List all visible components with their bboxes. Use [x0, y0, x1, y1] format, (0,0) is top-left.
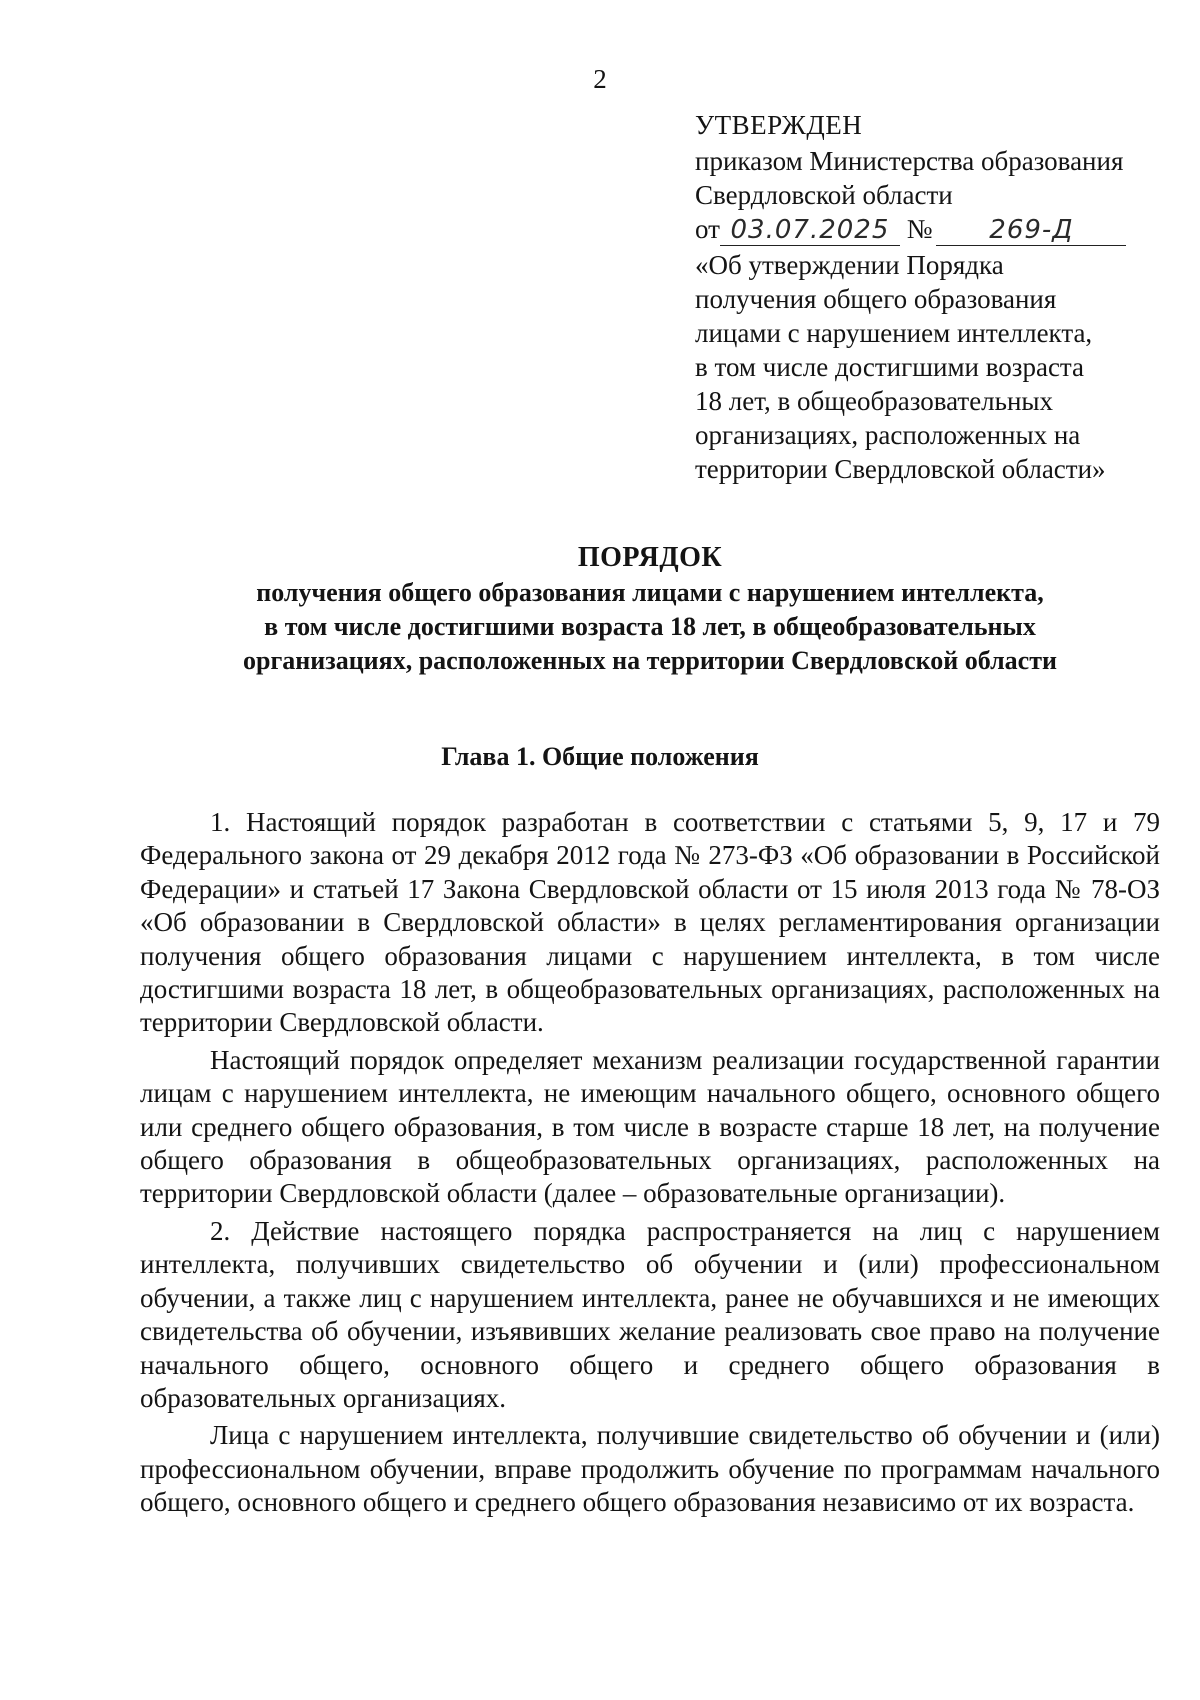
- approval-title-line: в том числе достигшими возраста: [695, 352, 1085, 382]
- paragraph: 1. Настоящий порядок разработан в соответствии с статьями 5, 9, 17 и 79 Федерального закона от 29 декабря 2012 года № 273-ФЗ «Об образовании в Российской Федерации» и статьей 17 Закона Свердловской области от 15 июля 2013 года № 78-ОЗ «Об образовании в Свердловской области» в целях регламентирования организации получения общего образования лицами с нарушением интеллекта, в том числе достигшими возраста 18 лет, в общеобразовательных организациях, расположенных на территории Свердловской области.: [140, 807, 1160, 1038]
- approved-heading: УТВЕРЖДЕН: [695, 110, 863, 140]
- approval-order-issuer: приказом Министерства образования: [695, 146, 1124, 176]
- document-body: [140, 806, 1160, 1524]
- handwritten-date: 03.07.2025: [720, 215, 900, 246]
- document-subtitle-line: организациях, расположенных на территории Свердловской области: [243, 646, 1057, 675]
- document-title: [130, 540, 1170, 678]
- paragraph: Лица с нарушением интеллекта, получившие свидетельство об обучении и (или) профессиональном обучении, вправе продолжить обучение по программам начального общего, основного общего и среднего общего образования независимо от их возраста.: [140, 1420, 1160, 1518]
- chapter-title: Глава 1. Общие положения: [441, 742, 759, 771]
- approval-title-line: получения общего образования: [695, 284, 1057, 314]
- approval-region: Свердловской области: [695, 180, 953, 210]
- approval-title-line: «Об утверждении Порядка: [695, 250, 1004, 280]
- approval-title-line: организациях, расположенных на: [695, 420, 1081, 450]
- number-prefix: №: [906, 214, 933, 244]
- page-number: 2: [593, 64, 607, 94]
- date-prefix: от: [695, 214, 720, 244]
- approval-title-line: 18 лет, в общеобразовательных: [695, 386, 1054, 416]
- order-date-number-line: [695, 212, 1175, 248]
- approval-title-line: территории Свердловской области»: [695, 454, 1106, 484]
- paragraph: Настоящий порядок определяет механизм реализации государственной гарантии лицам с нарушением интеллекта, не имеющим начального общего, основного общего или среднего общего образования, в том числе в возрасте старше 18 лет, на получение общего образования в общеобразовательных организациях, расположенных на территории Свердловской области (далее – образовательные организации).: [140, 1044, 1160, 1209]
- approval-title-line: лицами с нарушением интеллекта,: [695, 318, 1093, 348]
- document-subtitle-line: в том числе достигшими возраста 18 лет, в общеобразовательных: [264, 612, 1036, 641]
- handwritten-order-number: 269-Д: [936, 215, 1126, 246]
- document-subtitle-line: получения общего образования лицами с нарушением интеллекта,: [256, 578, 1044, 607]
- document-title-main: ПОРЯДОК: [577, 542, 723, 573]
- paragraph: 2. Действие настоящего порядка распространяется на лиц с нарушением интеллекта, получивших свидетельство об обучении и (или) профессиональном обучении, а также лиц с нарушением интеллекта, ранее не обучавшихся и не имеющих свидетельства об обучении, изъявивших желание реализовать свое право на получение начального общего, основного общего и среднего общего образования в образовательных организациях.: [140, 1215, 1160, 1413]
- approval-block: [695, 108, 1175, 486]
